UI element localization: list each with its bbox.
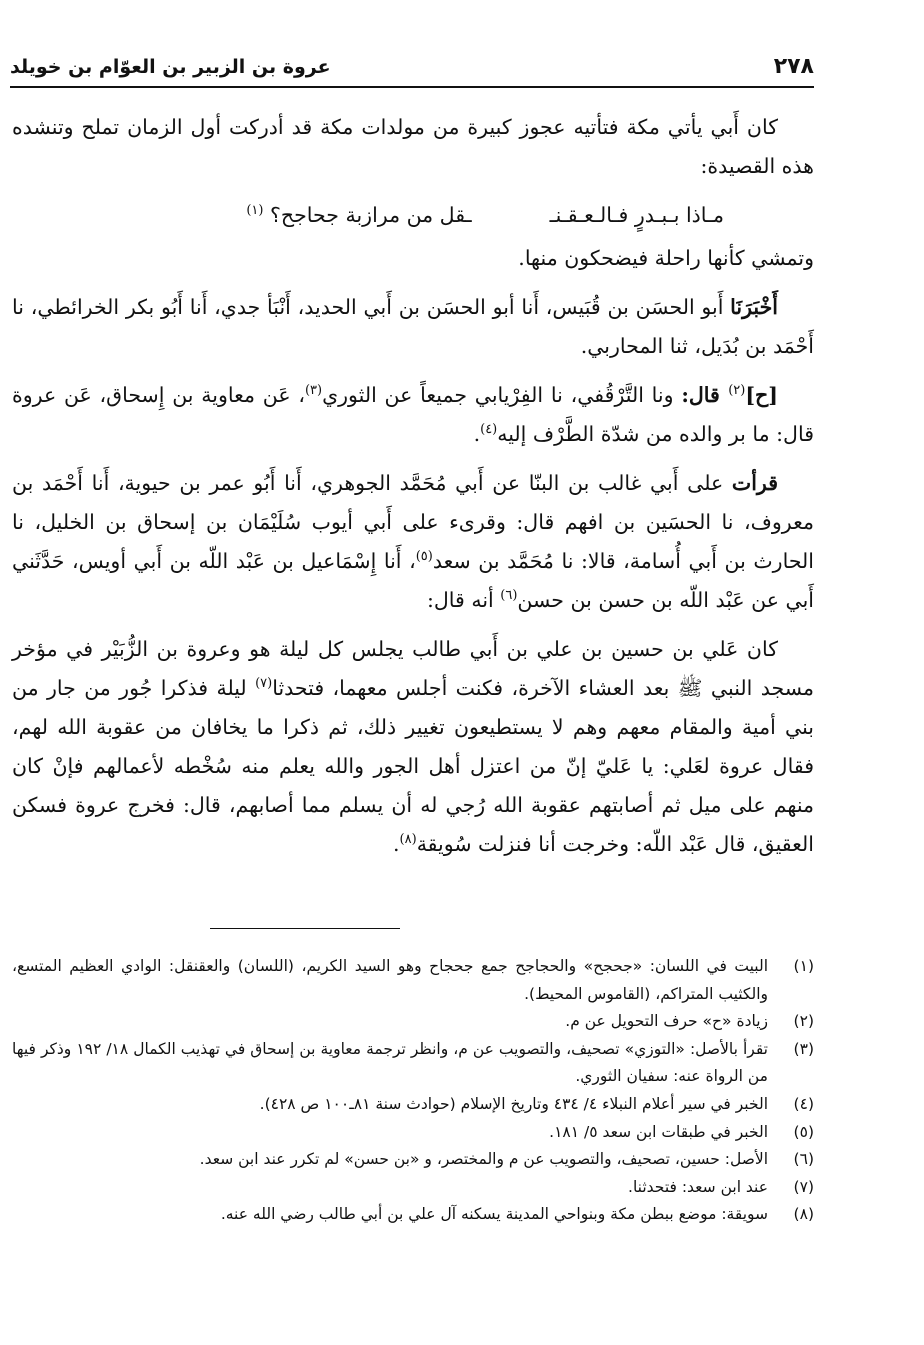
keyword-ha: [ح]	[745, 383, 778, 407]
paragraph-text: ، عَن معاوية بن إِسحاق، عَن عروة قال: ما بر والده من شدّة الطَّرْف إليه	[12, 383, 814, 446]
paragraph-text: أنه قال:	[426, 588, 501, 612]
verse-second-text: ـقل من مرازبة جحاجح؟	[270, 203, 472, 227]
footnote	[12, 953, 814, 1008]
running-title: عروة بن الزبير بن العوّام بن خويلد	[10, 56, 331, 78]
footnote-text: سويقة: موضع ببطن مكة وبنواحي المدينة يسكنه آل علي بن أبي طالب رضي الله عنه.	[220, 1205, 768, 1224]
poem-verse	[12, 196, 814, 235]
paragraph-text: ، أَنا إِسْمَاعيل بن عَبْد اللّه بن أَبي أويس، حَدَّثَني أَبي عن عَبْد اللّه بن حسن بن حسن	[12, 549, 814, 612]
footnote	[12, 1174, 814, 1202]
main-text	[12, 108, 814, 874]
page-number: ٢٧٨	[773, 54, 814, 79]
footnote-ref: (٦)	[500, 588, 518, 604]
footnote-text: عند ابن سعد: فتحدثنا.	[628, 1177, 768, 1196]
paragraph-5	[12, 464, 814, 620]
footnote-number: (٣)	[793, 1039, 814, 1058]
footnote-number: (٧)	[793, 1177, 814, 1196]
running-header	[10, 54, 814, 88]
footnote-number: (٦)	[793, 1150, 814, 1169]
footnote	[12, 1008, 814, 1036]
paragraph-4	[12, 376, 814, 454]
paragraph-text: كان أَبي يأتي مكة فتأتيه عجوز كبيرة من مولدات مكة قد أدركت أول الزمان تملح وتنشده هذه القصيدة:	[12, 115, 814, 178]
footnote-text: تقرأ بالأصل: «التوزي» تصحيف، والتصويب عن م، وانظر ترجمة معاوية بن إسحاق في تهذيب الكمال ١٨/ ١٩٢ وذكر فيها من الرواة عنه: سفيان الثوري.	[12, 1039, 768, 1086]
footnote-text: الخبر في طبقات ابن سعد ٥/ ١٨١.	[549, 1122, 768, 1141]
footnote-ref: (٧)	[255, 676, 273, 692]
footnote-ref: (٢)	[728, 383, 746, 399]
header-rule	[10, 86, 814, 88]
paragraph-end: .	[393, 832, 400, 856]
paragraph-6	[12, 630, 814, 864]
footnote-number: (٥)	[793, 1122, 814, 1141]
footnote-text: الأصل: حسين، تصحيف، والتصويب عن م والمختصر، و «بن حسن» لم تكرر عند ابن سعد.	[199, 1150, 768, 1169]
paragraph-2	[12, 239, 814, 278]
paragraph-3	[12, 288, 814, 366]
keyword-qala: قال:	[681, 383, 729, 407]
paragraph-text: ليلة فذكرا جُور من جار من بني أمية والمقام معهم وهم لا يستطيعون تغيير ذلك، ثم ذكرا ما يخافان من عقوبة الله لهم، فقال عروة لعَلي: يا عَليّ إنّ من اعتزل أهل الجور والله يعلم منه سُخْطه لأعمالهم فإنْ كان منهم على ميل ثم أصابتهم عقوبة الله رُجي له أن يسلم مما أصابهم، قال: فخرج عروة فسكن العقيق، قال عَبْد اللّه: وخرجت أنا فنزلت سُويقة	[12, 676, 814, 856]
paragraph-end: .	[473, 422, 481, 446]
paragraph-text: وتمشي كأنها راحلة فيضحكون منها.	[518, 246, 814, 270]
footnote	[12, 1119, 814, 1147]
footnote	[12, 1036, 814, 1091]
footnote-number: (١)	[793, 957, 814, 975]
paragraph-text: على أَبي غالب بن البنّا عن أَبي مُحَمَّد الجوهري، أَنا أَبُو عمر بن حيوية، أَنا أَحْمَد بن معروف، نا الحسَين بن افهم قال: وقرىء على أَبي أيوب سُلَيْمَان بن إسحاق بن الخليل، نا الحارث بن أَبي أُسامة، قالا: نا مُحَمَّد بن سعد	[12, 471, 814, 573]
verse-first-hemistich: مـاذا بـبـدرٍ فـالـعـقـنـ	[549, 203, 724, 227]
footnote-text: البيت في اللسان: «جحجح» والحجاجح جمع جحجاح وهو السيد الكريم، (اللسان) والعقنقل: الوادي العظيم المتسع، والكثيب المتراكم، (القاموس المحيط).	[12, 957, 768, 1003]
footnote-text: زيادة «ح» حرف التحويل عن م.	[565, 1012, 768, 1031]
footnote	[12, 1091, 814, 1119]
footnote-ref: (٨)	[399, 832, 417, 848]
keyword-qara-tu: قرأت	[731, 471, 778, 495]
footnote	[12, 1146, 814, 1174]
footnote-ref: (٥)	[415, 549, 433, 565]
footnote-ref: (٤)	[480, 422, 498, 438]
footnote-number: (٨)	[793, 1205, 814, 1224]
paragraph-text: كان عَلي بن حسين بن علي بن أَبي طالب يجلس كل ليلة هو وعروة بن الزُّبَيْر في مؤخر مسجد النبي ﷺ بعد العشاء الآخرة، فكنت أجلس معهما، فتحدثا	[12, 637, 814, 700]
footnote-number: (٤)	[793, 1094, 814, 1113]
footnote-ref: (٣)	[304, 383, 323, 399]
paragraph-1	[12, 108, 814, 186]
footnote	[12, 1201, 814, 1229]
footnote-number: (٢)	[793, 1012, 814, 1031]
footnote-text: الخبر في سير أعلام النبلاء ٤/ ٤٣٤ وتاريخ الإسلام (حوادث سنة ٨١ـ١٠٠ ص ٤٢٨).	[259, 1094, 768, 1113]
footnotes	[12, 953, 814, 1229]
paragraph-text: أَبو الحسَن بن قُبَيس، أَنا أبو الحسَن بن أَبي الحديد، أَنْبَأ جدي، أَنا أَبُو بكر الخرائطي، نا أَحْمَد بن بُدَيل، ثنا المحاربي.	[12, 295, 814, 358]
paragraph-text: ونا التَّرْقُفي، نا الفِرْيابي جميعاً عن الثوري	[322, 383, 682, 407]
footnote-separator	[210, 928, 400, 929]
keyword-akhbarana: أَخْبَرَنَا	[730, 295, 778, 319]
verse-second-hemistich: ـقل من مرازبة جحاجح؟ (١)	[246, 196, 471, 235]
